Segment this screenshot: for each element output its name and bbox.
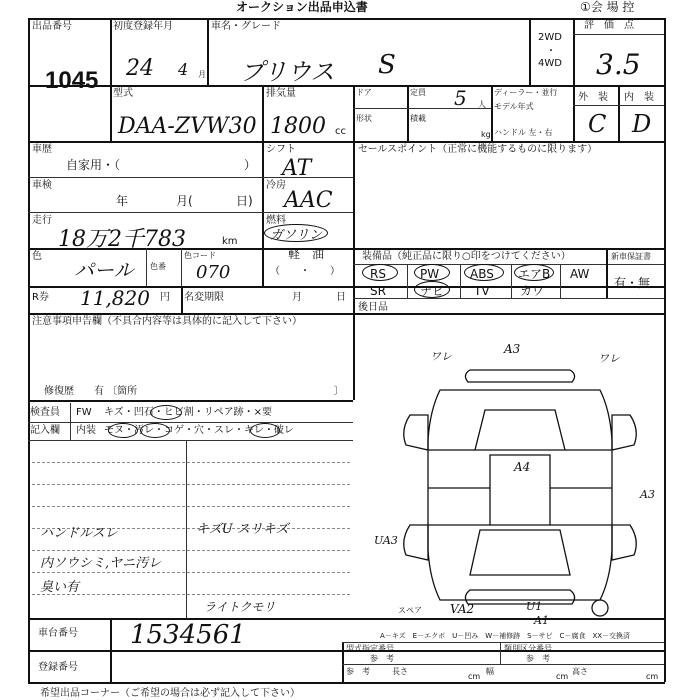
rule	[28, 682, 665, 684]
deadline-month: 月	[292, 292, 302, 303]
notes-label: 注意事項申告欄（不具合内容等は具体的に記入して下さい）	[32, 316, 302, 327]
vehicle-no-value: 1534561	[130, 620, 246, 650]
mark-left-ua3: UA3	[374, 534, 398, 547]
type-spec-label: 型式指定番号	[346, 644, 394, 653]
remark-5: ライトクモリ	[204, 600, 276, 614]
wd-separator: ・	[546, 46, 556, 57]
mark-rear-va2: VA2	[450, 602, 475, 616]
rule	[407, 264, 408, 298]
4wd-label: 4WD	[538, 58, 562, 69]
interior-grade-value: D	[632, 110, 652, 138]
rule	[70, 403, 71, 440]
lot-no-label: 出品番号	[32, 21, 72, 32]
rule	[529, 18, 531, 85]
remark-1: ハンドルスレ	[40, 526, 118, 541]
rule	[32, 572, 350, 573]
r-ticket-value: 11,820	[80, 286, 150, 310]
rule	[207, 18, 209, 85]
rule	[573, 105, 664, 106]
rule	[28, 85, 665, 87]
name-change-label: 名変期限	[184, 292, 224, 303]
rule	[407, 85, 409, 141]
inspection-label: 車検	[32, 180, 52, 191]
grade-label: 評 価 点	[584, 20, 634, 31]
shift-value: AT	[282, 156, 312, 181]
color-value: パール	[74, 258, 134, 282]
equipment-label: 装備品（純正品に限り○印をつけてください）	[362, 251, 571, 262]
vehicle-no-label: 車台番号	[38, 628, 78, 639]
warranty-label: 新車保証書	[611, 252, 651, 261]
rule	[181, 286, 183, 313]
r-ticket-label: R券	[32, 292, 49, 303]
rule	[573, 34, 664, 35]
person-label: 人	[478, 100, 486, 109]
rule	[618, 85, 620, 141]
rule	[491, 85, 493, 141]
defect-circle-4	[250, 423, 280, 438]
mark-front-right-crack: ワレ	[598, 352, 620, 365]
length-label: 長さ	[392, 667, 408, 676]
car-history-label: 車歴	[32, 144, 52, 155]
fw-label: FW	[76, 407, 92, 418]
color-label: 色	[32, 251, 42, 262]
mark-front-a3: A3	[504, 342, 521, 356]
rule	[32, 506, 350, 507]
inspection-day: 日)	[236, 194, 253, 208]
kg-label: kg	[481, 130, 491, 139]
displacement-value: 1800	[270, 114, 326, 139]
load-label: 積載	[410, 114, 426, 123]
rule	[664, 18, 666, 682]
first-reg-label: 初度登録年月	[113, 21, 173, 32]
height-cm: cm	[646, 672, 659, 681]
equip-sr: SR	[370, 284, 386, 298]
rule	[32, 594, 350, 595]
remark-2: 内ソウシミ,ヤニ汚レ	[40, 556, 162, 571]
rule	[511, 264, 512, 298]
rule	[181, 248, 182, 286]
rule	[342, 664, 664, 665]
car-body-diagram	[400, 350, 640, 620]
fuel-label: 燃料	[266, 215, 286, 226]
model-year-label: モデル年式	[494, 102, 534, 111]
mark-front-left-crack: ワレ	[430, 350, 452, 363]
model-name-value: プリウス	[240, 58, 335, 86]
equip-rs-circle	[362, 264, 398, 281]
equip-airbag-circle	[514, 264, 554, 281]
length-cm: cm	[468, 672, 481, 681]
height-label: 高さ	[572, 667, 588, 676]
reg-no-label: 登録番号	[38, 662, 78, 673]
capacity-label: 定員	[410, 88, 426, 97]
rule	[28, 141, 665, 143]
rule	[186, 440, 187, 618]
mileage-value: 18万2千783	[58, 227, 186, 252]
exterior-label: 外 装	[578, 92, 608, 103]
repair-close: 〕	[334, 386, 344, 397]
rule	[353, 264, 664, 265]
model-name-label: 車名・グレード	[211, 21, 281, 32]
width-cm: cm	[556, 672, 569, 681]
rule	[262, 85, 264, 141]
equip-leather: カワ	[520, 284, 545, 298]
inspection-month: 月(	[176, 194, 193, 208]
defect-circle-1	[150, 405, 182, 420]
exterior-defects: キズ・凹石・ヒビ割・リペア跡・×要	[104, 407, 272, 418]
equip-abs-circle	[464, 264, 504, 281]
mark-roof-a4: A4	[514, 460, 531, 474]
equip-navi: ナビ	[420, 284, 445, 298]
rule	[110, 18, 112, 141]
bottom-note: 希望出品コーナー（ご希望の場合は必ず記入して下さい）	[40, 688, 300, 699]
shape-label: 形状	[356, 114, 372, 123]
rule	[262, 141, 264, 286]
rule	[32, 550, 350, 551]
color-code-label: 色コード	[184, 251, 216, 260]
interior-row-label: 内装	[76, 425, 96, 436]
defect-circle-3	[140, 423, 170, 438]
rule	[110, 618, 112, 682]
exterior-grade-value: C	[588, 110, 607, 138]
model-label: 型式	[113, 88, 133, 99]
equip-navi-circle	[414, 281, 450, 298]
displacement-label: 排気量	[266, 88, 296, 99]
rule	[28, 422, 353, 423]
inspector-label: 検査員	[30, 407, 60, 418]
remark-3: 臭い有	[40, 580, 80, 595]
rear-date-label: 後日品	[358, 302, 388, 313]
equip-aw: AW	[570, 267, 590, 281]
2wd-label: 2WD	[538, 32, 562, 43]
equip-airbag: エアB	[518, 267, 551, 281]
shift-label: シフト	[266, 144, 296, 155]
deadline-day: 日	[336, 292, 346, 303]
ac-label: 冷房	[266, 180, 286, 191]
color-no-label: 色番	[150, 262, 166, 271]
mark-right-a3: A3	[640, 488, 655, 501]
interior-defects: モヌ・汚レ・コゲ・穴・スレ・キレ・破レ	[104, 425, 294, 436]
form-title: オークション出品申込書	[236, 0, 368, 14]
month-label: 月	[198, 70, 206, 79]
rule	[353, 313, 355, 400]
defect-circle-2	[108, 423, 138, 438]
spare-label: スペア	[398, 606, 422, 615]
rule	[32, 462, 350, 463]
fuel-circle	[264, 224, 328, 242]
equip-tv: TV	[474, 284, 490, 298]
rule	[146, 248, 147, 286]
dealer-label: ディーラー・並行	[494, 88, 558, 97]
private-label: 自家用・（	[66, 158, 121, 172]
class-spec-label: 類別区分番号	[504, 644, 552, 653]
inspection-year: 年	[116, 194, 129, 208]
cc-label: cc	[335, 126, 346, 137]
rule	[28, 440, 353, 441]
fuel-paren: （ ・ ）	[270, 266, 340, 277]
mark-rear-u1: U1	[526, 600, 543, 613]
sales-point-label: セールスポイント（正常に機能するものに限ります）	[358, 144, 598, 155]
rule	[606, 248, 608, 298]
doors-label: ドア	[356, 88, 372, 97]
entry-label: 記入欄	[30, 425, 60, 436]
equip-abs: ABS	[470, 267, 494, 281]
rule	[353, 141, 355, 313]
ref-label: 参 考	[346, 667, 370, 676]
km-label: km	[222, 236, 238, 247]
equip-pw: PW	[420, 267, 440, 281]
lot-number: 1045	[45, 67, 99, 94]
rule	[353, 298, 664, 299]
first-reg-month: 4	[178, 60, 189, 79]
yen-label: 円	[160, 292, 170, 303]
model-value: DAA-ZVW30	[118, 114, 257, 139]
mileage-label: 走行	[32, 215, 52, 226]
mark-rear-a1: A1	[534, 614, 549, 627]
fuel-value: ガソリン	[270, 228, 323, 243]
repair-history-label: 修復歴 有 〔箇所	[44, 386, 138, 397]
rule	[28, 18, 30, 682]
rule	[353, 85, 355, 141]
grade-name-value: S	[378, 50, 396, 80]
rule	[460, 264, 461, 298]
interior-label: 内 装	[624, 92, 654, 103]
color-code-value: 070	[196, 262, 231, 283]
rule	[32, 484, 350, 485]
paren-close: ）	[244, 158, 257, 172]
ac-value: AAC	[284, 188, 333, 213]
handle-label: ハンドル 左・右	[494, 128, 553, 137]
copy-label: ①会 場 控	[580, 0, 635, 14]
rule	[342, 642, 664, 643]
remark-4: キズU スリキズ	[196, 522, 289, 537]
rule	[342, 642, 344, 682]
first-reg-year: 24	[126, 56, 154, 81]
rule	[500, 642, 501, 664]
score-value: 3.5	[596, 48, 641, 81]
rule	[353, 108, 491, 109]
equip-rs: RS	[370, 267, 386, 281]
rule	[28, 313, 665, 315]
equip-pw-circle	[414, 264, 450, 281]
rule	[573, 18, 575, 141]
damage-legend: A－キズ E－エクボ U－凹み W－補修跡 S－サビ C－腐食 XX－交換済	[380, 632, 631, 640]
warranty-value: 有・無	[614, 276, 651, 290]
capacity-value: 5	[454, 86, 467, 110]
rule	[28, 400, 353, 402]
class-spec-ref: 参 考	[526, 654, 550, 663]
rule	[28, 18, 665, 20]
rule	[560, 264, 561, 298]
light-oil-label: 軽 油	[288, 247, 325, 261]
width-label: 幅	[486, 667, 494, 676]
type-spec-ref: 参 考	[370, 654, 394, 663]
